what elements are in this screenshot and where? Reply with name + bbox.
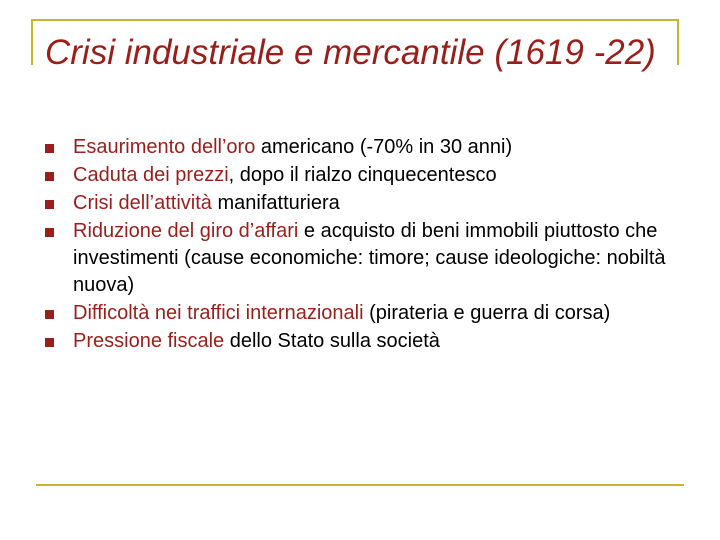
bullet-item <box>45 218 695 299</box>
square-bullet-icon <box>45 338 54 347</box>
bullet-highlight: Esaurimento dell’oro <box>73 136 256 158</box>
square-bullet-icon <box>45 172 54 181</box>
bullet-item <box>45 190 695 217</box>
bottom-rule <box>36 484 684 486</box>
bullet-text: (pirateria e guerra di corsa) <box>363 302 611 324</box>
bullet-highlight: Riduzione del giro d’affari <box>73 220 299 242</box>
bullet-list <box>45 134 695 356</box>
square-bullet-icon <box>45 144 54 153</box>
title-frame-left-rule <box>31 19 33 65</box>
bullet-text: dello Stato sulla società <box>224 330 440 352</box>
slide-title: Crisi industriale e mercantile (1619 -22) <box>45 33 656 72</box>
square-bullet-icon <box>45 310 54 319</box>
bullet-highlight: Difficoltà nei traffici internazionali <box>73 302 364 324</box>
square-bullet-icon <box>45 228 54 237</box>
bullet-text: americano (-70% in 30 anni) <box>255 136 513 158</box>
bullet-highlight: Caduta dei prezzi <box>73 164 229 186</box>
bullet-item <box>45 162 695 189</box>
square-bullet-icon <box>45 200 54 209</box>
bullet-text: e acquisto di beni immobili piuttosto che investimenti (cause economiche: timore; cause ideologiche: nobiltà nuova) <box>73 220 666 296</box>
title-frame-top-rule <box>31 19 679 21</box>
bullet-item <box>45 134 695 161</box>
bullet-highlight: Crisi dell’attività <box>73 192 212 214</box>
bullet-highlight: Pressione fiscale <box>73 330 225 352</box>
bullet-item <box>45 300 695 327</box>
bullet-text: , dopo il rialzo cinquecentesco <box>228 164 497 186</box>
bullet-text: manifatturiera <box>211 192 340 214</box>
bullet-item <box>45 328 695 355</box>
